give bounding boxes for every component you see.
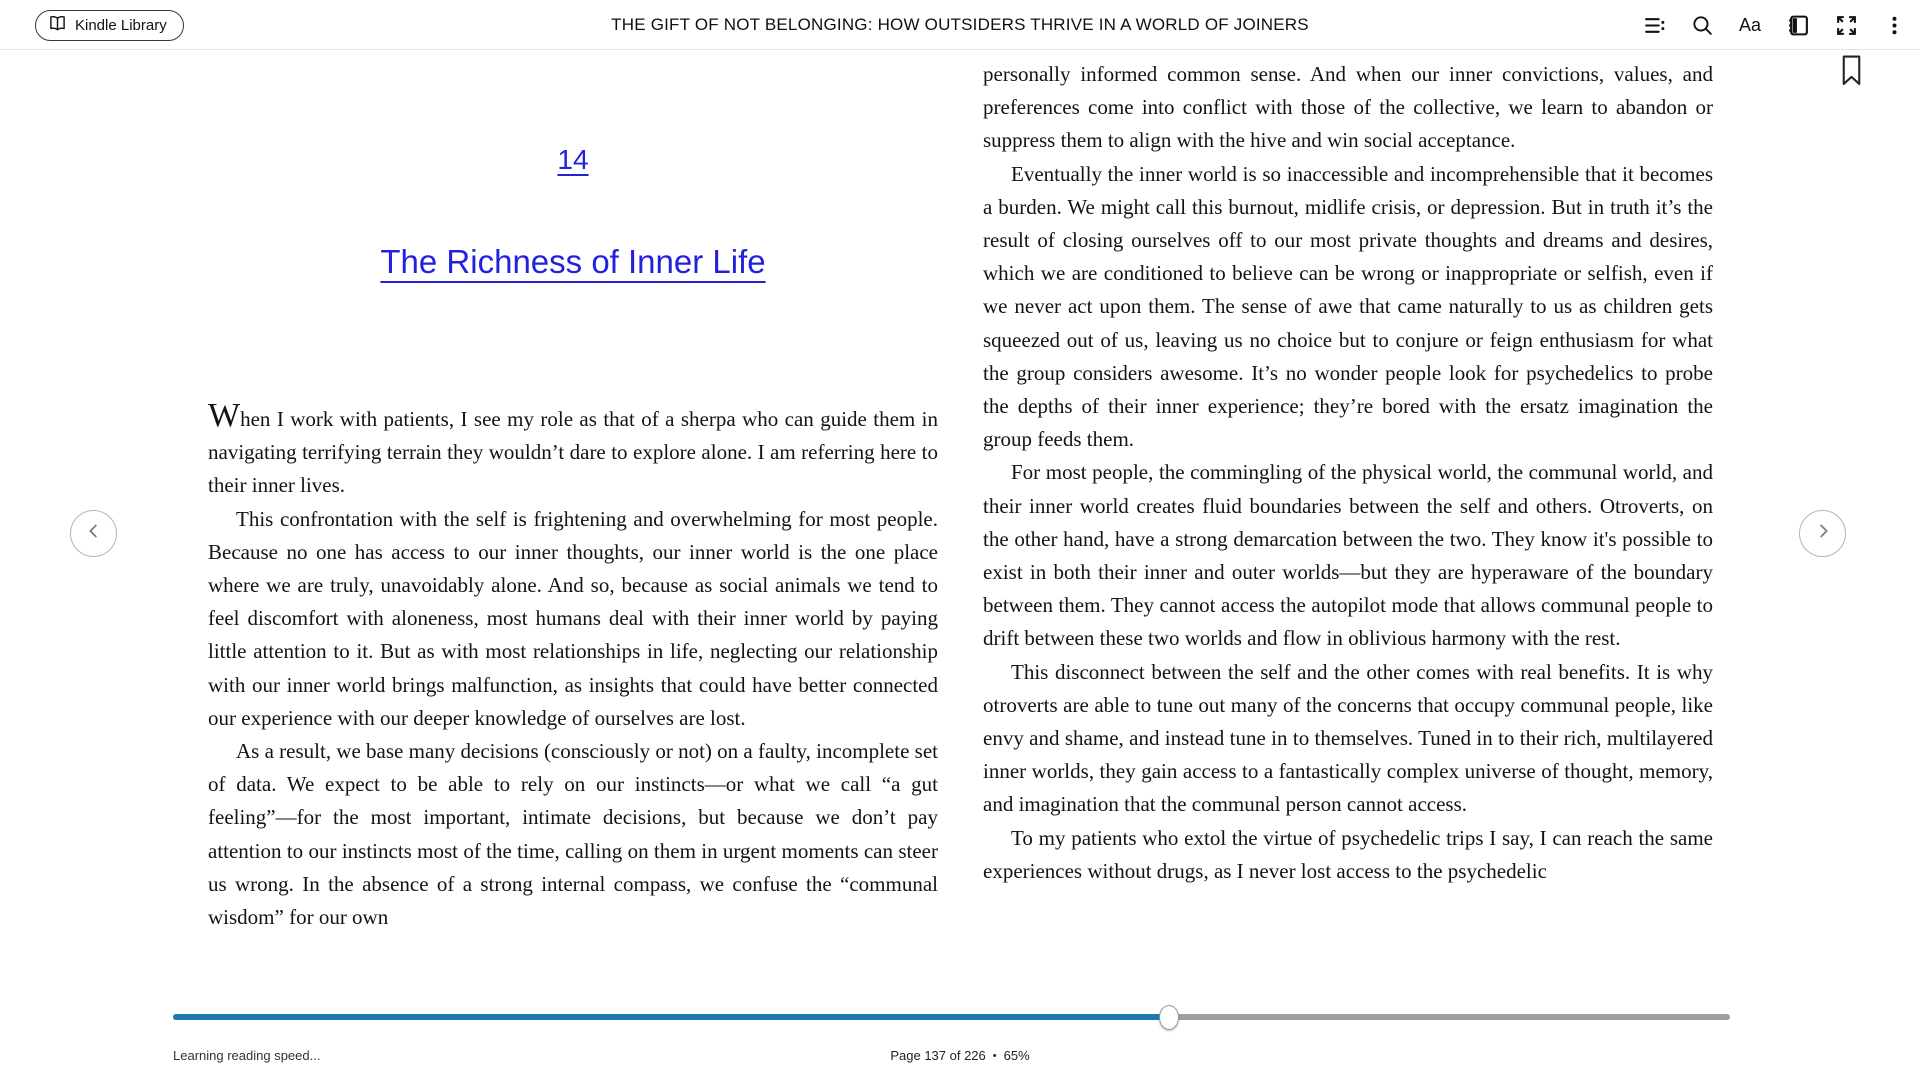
chapter-title [208,241,938,283]
progress-thumb[interactable] [1159,1005,1179,1030]
progress-fill [173,1014,1169,1020]
page-right-column [983,52,1713,1000]
font-settings-label: Aa [1738,14,1762,35]
kindle-library-label: Kindle Library [75,17,167,34]
separator-dot: • [992,1049,997,1062]
reading-speed-status: Learning reading speed... [173,1048,321,1063]
page-left-column [208,55,938,1005]
search-icon[interactable] [1690,13,1714,37]
bookmark-icon[interactable] [1839,55,1864,91]
next-page-button[interactable] [1799,510,1846,557]
page-number-label: Page 137 of 226 [890,1048,986,1063]
body-paragraph: This confrontation with the self is frightening and overwhelming for most people. Because no one has access to our inner thoughts, our inner world is the one place where we are truly, unavoidably alone. And so, because as social animals we tend to feel discomfort with aloneness, most humans deal with their inner world by paying little attention to it. But as with most relationships in life, neglecting our relationship with our inner world brings malfunction, as insights that could have better connected our experience with our deeper knowledge of ourselves are lost. [208,506,938,730]
body-paragraph: For most people, the commingling of the physical world, the communal world, and their inner world creates fluid boundaries between the self and others. Otroverts, on the other hand, have a strong demarcation between the two. They know it's possible to exist in both their inner and outer worlds—but they are hyperaware of the boundary between them. They cannot access the autopilot mode that allows communal people to drift between these two worlds and flow in oblivious harmony with the rest. [983,460,1713,651]
book-title: THE GIFT OF NOT BELONGING: HOW OUTSIDERS THRIVE IN A WORLD OF JOINERS [611,15,1309,34]
page-indicator [890,1048,1029,1063]
body-paragraph: As a result, we base many decisions (consciously or not) on a faulty, incomplete set of data. We expect to be able to rely on our instincts—or what we call “a gut feeling”—for the most important, intimate decisions, but because we don’t pay attention to our instincts most of the time, calling on them in urgent moments can steer us wrong. In the absence of a strong internal compass, we confuse the “communal wisdom” for our own [208,739,938,930]
page-layout-icon[interactable] [1786,13,1810,37]
body-paragraph: Eventually the inner world is so inaccessible and incomprehensible that it becomes a burden. We might call this burnout, midlife crisis, or depression. But in truth it’s the result of closing ourselves off to our most private thoughts and dreams and desires, which we are conditioned to believe can be wrong or inappropriate or selfish, even if we never act upon them. The sense of awe that came naturally to us as children gets squeezed out of us, leaving us no choice but to conjure or feign enthusiasm for what the group considers awesome. It’s no wonder people look for psychedelics to probe the depths of their inner experience; they’re bored with the ersatz imagination the group feeds them. [983,161,1713,452]
font-settings-icon[interactable] [1738,13,1762,37]
body-paragraph: When I work with patients, I see my role as that of a sherpa who can guide them in navigating terrifying terrain they wouldn’t dare to explore alone. I am referring here to their inner lives. [208,397,938,498]
kindle-library-button[interactable] [35,10,184,41]
more-options-icon[interactable] [1882,13,1906,37]
open-book-icon [48,15,67,36]
chapter-number [208,143,938,177]
previous-page-button[interactable] [70,510,117,557]
body-paragraph: To my patients who extol the virtue of psychedelic trips I say, I can reach the same experiences without drugs, as I never lost access to the psychedelic [983,825,1713,883]
top-toolbar [0,0,1920,50]
chevron-right-icon [1812,520,1834,547]
reader-toolbar [1642,0,1906,50]
fullscreen-icon[interactable] [1834,13,1858,37]
percent-label: 65% [1003,1048,1030,1063]
chevron-left-icon [83,520,105,547]
body-paragraph: personally informed common sense. And when our inner convictions, values, and preferences come into conflict with those of the collective, we learn to abandon or suppress them to align with the hive and win social acceptance. [983,62,1713,153]
reading-progress-slider[interactable] [173,1004,1730,1030]
body-paragraph: This disconnect between the self and the other comes with real benefits. It is why otroverts are able to tune out many of the concerns that occupy communal people, like envy and shame, and instead tune in to themselves. Tuned in to their rich, multilayered inner worlds, they gain access to a fantastically complex universe of thought, memory, and imagination that the communal person cannot access. [983,659,1713,817]
chapter-number-link[interactable]: 14 [557,144,589,175]
toc-icon[interactable] [1642,13,1666,37]
chapter-title-link[interactable]: The Richness of Inner Life [380,243,766,280]
